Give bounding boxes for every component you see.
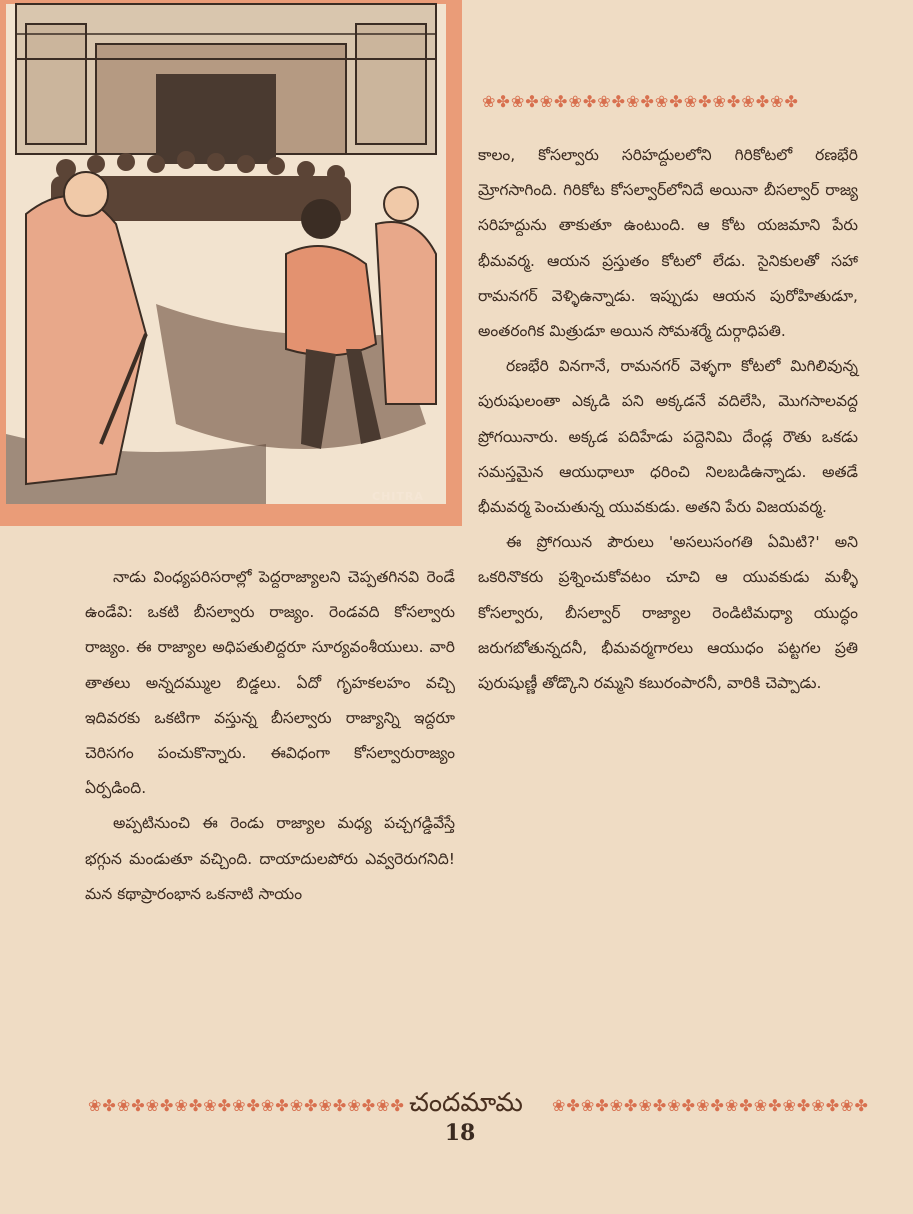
page-number: 18 bbox=[444, 1120, 476, 1146]
paragraph: ఈ ప్రోగయిన పౌరులు 'అసలుసంగతి ఏమిటి?' అని ఒకరినొకరు ప్రశ్నించుకోవటం చూచి ఆ యువకుడు మళ్ళీ కోసల్వారు, బీసల్వార్ రాజ్యాల రెండిటిమధ్యా యుద్ధం జరుగబోతున్నదనీ, భీమవర్మగారలు ఆయుధం పట్టగల ప్రతి పురుషుణ్ణీ తోడ్కొని రమ్మని కబురంపారనీ, వారికి చెప్పాడు. bbox=[478, 533, 858, 693]
paragraph: అప్పటినుంచి ఈ రెండు రాజ్యాల మధ్య పచ్చగడ్డివేస్తే భగ్గున మండుతూ వచ్చింది. దాయాదులపోరు ఎవ్వరెరుగనిది! మన కథాప్రారంభాన ఒకనాటి సాయం bbox=[85, 814, 455, 903]
artist-signature: CHITRA bbox=[372, 490, 424, 503]
left-text-column bbox=[85, 560, 455, 912]
paragraph: కాలం, కోసల్వారు సరిహద్దులలోని గిరికోటలో రణభేరి మ్రోగసాగింది. గిరికోట కోసల్వార్‌లోనిదే అయినా బీసల్వార్ రాజ్య సరిహద్దును తాకుతూ ఉంటుంది. ఆ కోట యజమాని పేరు భీమవర్మ. ఆయన ప్రస్తుతం కోటలో లేడు. సైనికులతో సహా రామనగర్ వెళ్ళిఉన్నాడు. ఇప్పుడు ఆయన పురోహితుడూ, అంతరంగిక మిత్రుడూ అయిన సోమశర్మే దుర్గాధిపతి. bbox=[478, 146, 858, 341]
paragraph: రణభేరి వినగానే, రామనగర్ వెళ్ళగా కోటలో మిగిలివున్న పురుషులంతా ఎక్కడి పని అక్కడనే వదిలేసి, మొగసాలవద్ద ప్రోగయినారు. అక్కడ పదిహేడు పద్దెనిమి దేండ్ల రౌతు ఒకడు సమస్తమైన ఆయుధాలూ ధరించి నిలబడిఉన్నాడు. అతడే భీమవర్మ పెంచుతున్న యువకుడు. అతని పేరు విజయవర్మ. bbox=[478, 357, 858, 517]
story-illustration bbox=[0, 0, 462, 526]
right-text-column bbox=[478, 138, 858, 701]
decorative-border-top: ❀✤❀✤❀✤❀✤❀✤❀✤❀✤❀✤❀✤❀✤❀✤ bbox=[482, 92, 799, 111]
magazine-title: చందమామ bbox=[409, 1088, 523, 1118]
crowd-at-fort-gate-illustration bbox=[6, 4, 446, 504]
decorative-border-bottom-left: ❀✤❀✤❀✤❀✤❀✤❀✤❀✤❀✤❀✤❀✤❀✤ bbox=[88, 1096, 405, 1115]
decorative-border-bottom-right: ❀✤❀✤❀✤❀✤❀✤❀✤❀✤❀✤❀✤❀✤❀✤ bbox=[552, 1096, 869, 1115]
paragraph: నాడు వింధ్యపరిసరాల్లో పెద్దరాజ్యాలని చెప్పతగినవి రెండే ఉండేవి: ఒకటి బీసల్వారు రాజ్యం. రెండవది కోసల్వారు రాజ్యం. ఈ రాజ్యాల అధిపతులిద్దరూ సూర్యవంశీయులు. వారి తాతలు అన్నదమ్ముల బిడ్డలు. ఏదో గృహకలహం వచ్చి ఇదివరకు ఒకటిగా వస్తున్న బీసల్వారు రాజ్యాన్ని ఇద్దరూ చెరిసగం పంచుకొన్నారు. ఈవిధంగా కోసల్వారురాజ్యం ఏర్పడింది. bbox=[85, 568, 455, 798]
